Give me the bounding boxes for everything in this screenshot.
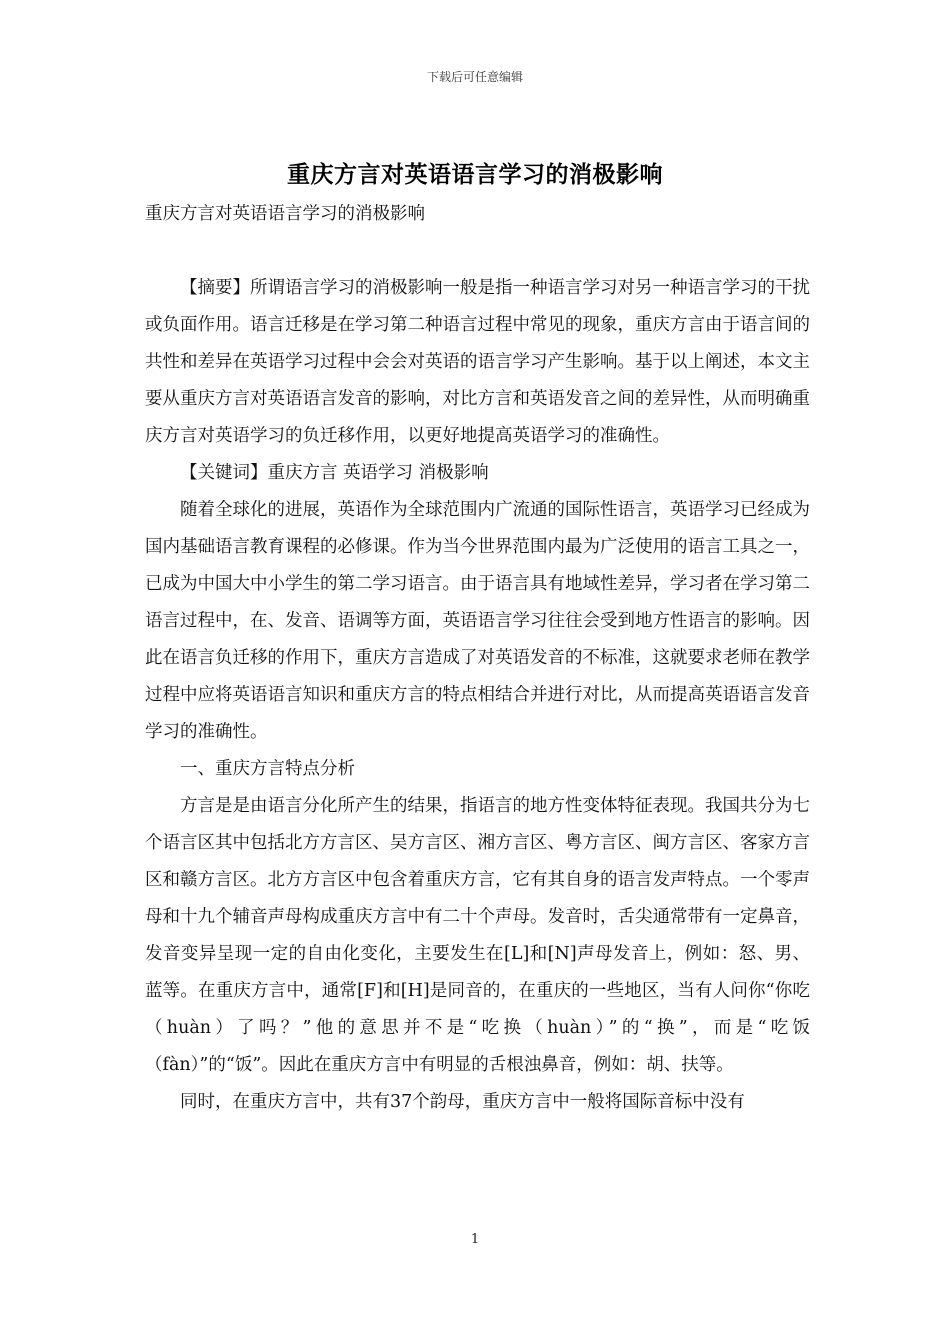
section-heading: 一、重庆方言特点分析 bbox=[180, 759, 355, 779]
header-note: 下载后可任意编辑 bbox=[426, 70, 523, 84]
document-subtitle: 重庆方言对英语语言学习的消极影响 bbox=[145, 204, 425, 224]
document-body bbox=[145, 196, 810, 1121]
section-paragraph: 方言是是由语言分化所产生的结果，指语言的地方性变体特征表现。我国共分为七个语言区其中包括北方方言区、吴方言区、湘方言区、粤方言区、闽方言区、客家方言区和赣方言区。北方方言区中包含着重庆方言，它有其自身的语言发声特点。一个零声母和十九个辅音声母构成重庆方言中有二十个声母。发音时，舌尖通常带有一定鼻音，发音变异呈现一定的自由化变化，主要发生在[L]和[N]声母发音上，例如：怒、男、蓝等。在重庆方言中，通常[F]和[H]是同音的，在重庆的一些地区，当有人问你“你吃（huàn）了吗？”他的意思并不是“吃换（huàn）”的“换”，而是“吃饭（fàn）”的“饭”。因此在重庆方言中有明显的舌根浊鼻音，例如：胡、扶等。 bbox=[145, 796, 810, 1075]
keywords-paragraph: 【关键词】重庆方言 英语学习 消极影响 bbox=[180, 463, 489, 483]
page-number: 1 bbox=[470, 1232, 480, 1247]
intro-paragraph: 随着全球化的进展，英语作为全球范围内广流通的国际性语言，英语学习已经成为国内基础语言教育课程的必修课。作为当今世界范围内最为广泛使用的语言工具之一，已成为中国大中小学生的第二学习语言。由于语言具有地域性差异，学习者在学习第二语言过程中，在、发音、语调等方面，英语语言学习往往会受到地方性语言的影响。因此在语言负迁移的作用下，重庆方言造成了对英语发音的不标准，这就要求老师在教学过程中应将英语语言知识和重庆方言的特点相结合并进行对比，从而提高英语语言发音学习的准确性。 bbox=[145, 500, 810, 742]
document-title: 重庆方言对英语语言学习的消极影响 bbox=[287, 161, 663, 188]
section-paragraph-continued: 同时，在重庆方言中，共有37个韵母，重庆方言中一般将国际音标中没有 bbox=[180, 1092, 745, 1112]
abstract-paragraph: 【摘要】所谓语言学习的消极影响一般是指一种语言学习对另一种语言学习的干扰或负面作用。语言迁移是在学习第二种语言过程中常见的现象，重庆方言由于语言间的共性和差异在英语学习过程中会会对英语的语言学习产生影响。基于以上阐述，本文主要从重庆方言对英语语言发音的影响，对比方言和英语发音之间的差异性，从而明确重庆方言对英语学习的负迁移作用，以更好地提高英语学习的准确性。 bbox=[145, 278, 810, 446]
